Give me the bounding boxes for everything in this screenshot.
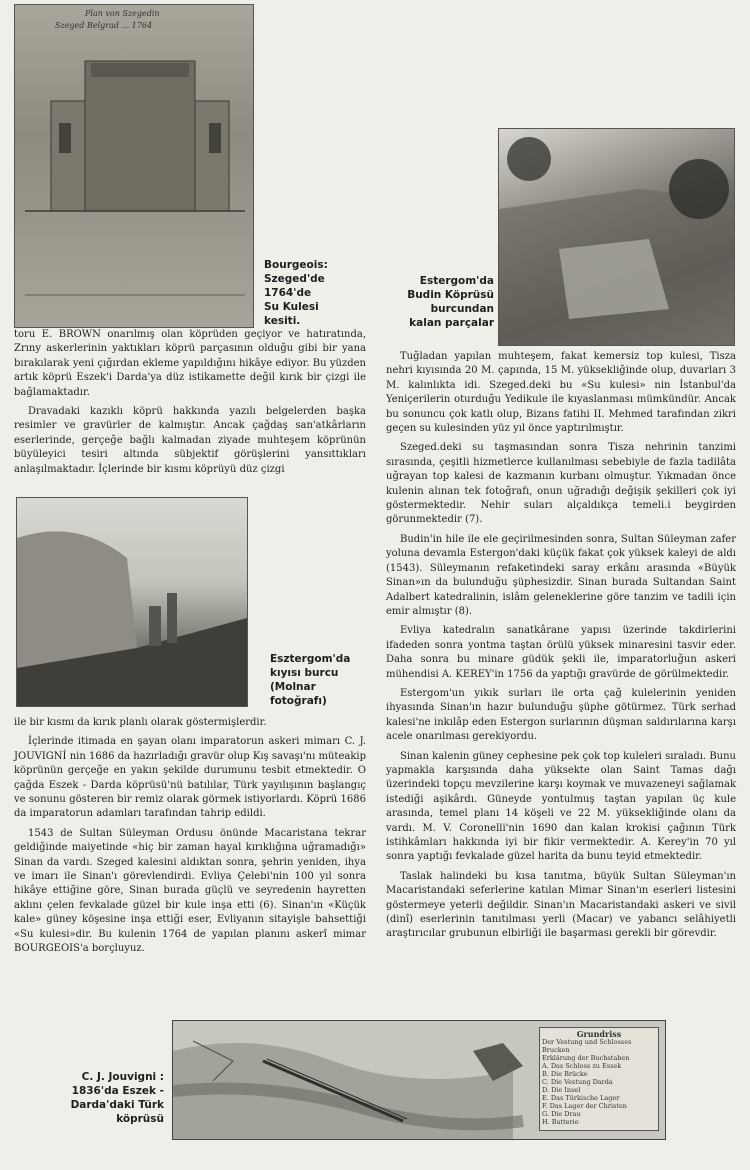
sketch-handwriting-top: Plan von Szegedin — [85, 9, 160, 18]
legend-line: D. Die Insel — [542, 1086, 581, 1094]
legend-line: A. Das Schloss zu Essek — [542, 1062, 622, 1070]
paragraph: Szeged.deki su taşmasından sonra Tisza nehrinin tanzimi sırasında, çeşitli hizmetlerce kullanılması sebebiyle de fazla tadilâta uğrayan top kalesi de kazmanın kurbanı olmuştur. Yıkmadan önce kulenin alınan tek fotoğrafı, onun uğradığı değişik şekilleri çok iyi göstermektedir. Nehir suları alçaldıkça temeli.i beygirden görunmektedir (7). — [386, 442, 736, 526]
paragraph: ile bir kısmı da kırık planlı olarak göstermişlerdir. — [14, 717, 267, 728]
bridge-ruins-shape — [499, 129, 734, 345]
paragraph: Estergom'un yıkık surları ile orta çağ kulelerinin yeniden ihyasında Sinan'ın hazır bulunduğu şüphe götürmez. Türk serhad kalesi'ne inkılâp eden Estergon surlarının düşman saldırılarına karşı acele onarılması gerekiyordu. — [386, 687, 736, 743]
sketch-handwriting-second: Szeged Belgrad ... 1764 — [55, 21, 153, 30]
bastion-shape — [17, 498, 247, 706]
left-column-bottom — [14, 716, 366, 962]
legend-line: H. Batterie — [542, 1118, 579, 1126]
paragraph: İçlerinde itimada en şayan olanı imparatorun askeri mimarı C. J. JOUVIGNİ nin 1686 da hazırladığı gravür olup Kış savaşı'nı müteakip köprünün gerçeğe en yakın şekilde durumunu tesbit etmektedir. O çağda Eszek - Darda köprüsü'nü batılılar, Türk yayılışının başlangıç ve sonunu gösteren bir remiz olarak görmek istiyorlardı. Köprü 1686 da imparatorun adamları tarafından tahrip edildi. — [14, 736, 366, 820]
paragraph: Taslak halindeki bu kısa tanıtma, büyük Sultan Süleyman'ın Macaristandaki seferlerine katılan Mimar Sinan'ın eserleri listesini göstermeye yeterli değildir. Sinan'ın Macaristandaki askeri ve sivil (dinî) eserlerinin tanıtılması yerli (Macar) ve yabancı selâhiyetli araştırıcılar grubunun elbirliği ile başarması gerekli bir görevdir. — [386, 870, 736, 940]
tower-sketch — [15, 5, 253, 327]
caption-budin-bridge: Estergom'da Budin Köprüsü burcundan kalan parçalar — [407, 275, 494, 329]
map-legend — [539, 1027, 659, 1131]
photo-esztergom-bastion — [16, 497, 248, 707]
legend-line: F. Das Lager der Christen — [542, 1102, 627, 1110]
caption-bourgeois: Bourgeois: Szeged'de 1764'de Su Kulesi kesiti. — [264, 259, 328, 327]
paragraph: Budin'in hile ile ele geçirilmesinden sonra, Sultan Süleyman zafer yoluna devamla Estergon'daki küçük fakat çok yüksek kaleyi de aldı (1543). Süleymanın refaketindeki saray erkânı arasında «Büyük Sinan»ın da bulunduğu şüphesizdir. Sinan burada Sultandan Saint Adalbert katedralinin, islâm geleneklerine göre tanzim ve tadili için emir almıştır (8). — [386, 533, 736, 617]
map-legend-title: Grundriss — [576, 1029, 622, 1039]
jouvigni-bridge-map — [172, 1020, 666, 1140]
paragraph: Dravadaki kazıklı köprü hakkında yazılı belgelerden başka resimler ve gravürler de kalmıştır. Ancak çağdaş san'atkârların eserlerinde, gerçeğe bağlı kalmadan ziyade muhteşem köprünün büyüleyici tesiri altında sübjektif görüşlerini yansıttıkları anlaşılmaktadır. İçlerinde bir kısmı köprüyü düz çizgi — [14, 406, 366, 475]
legend-line: B. Die Brücke — [542, 1070, 588, 1078]
paragraph: Tuğladan yapılan muhteşem, fakat kemersiz top kulesi, Tisza nehri kıyısında 20 M. çapında, 15 M. yüksekliğinde olup, duvarları 3 M. kalınlıkta idi. Szeged.deki bu «Su kulesi» nin İstanbul'da Yeniçerilerin oturduğu Yedikule ile kıyaslanması mümkündür. Ancak bu sonuncu çok katlı olup, Bizans fatihi II. Mehmed tarafından zikri geçen su kulesinden yüz yıl önce yaptırılmıştır. — [386, 351, 736, 435]
legend-line: Erklärung der Buchstaben — [542, 1054, 630, 1062]
paragraph: Sinan kalenin güney cephesine pek çok top kuleleri sıraladı. Bunu yapmakla karşısında daha yüksekte olan Saint Tamas dağı üzerindeki topçu mevzilerine karşı koymak ve muvazeneyi sağlamak istediği aşikârdı. Güneyde yontulmuş taştan yapılan üç kule arasında, temel planı 14 köşeli ve 22 M. yüksekliğinde olanı da vardı. M. V. Coronelli'nin 1690 dan kalan krokisi çağının Türk istihkâmları hakkında iyi bir fikir vermektedir. A. Kerey'in 70 yıl sonra yaptığı fevkalade güzel harita da bunu teyid etmektedir. — [386, 750, 736, 863]
right-column — [386, 350, 736, 947]
paragraph: toru E. BROWN onarılmış olan köprüden geçiyor ve hatıratında, Zrıny askerlerinin yaktıkları köprü parçasının olduğu gibi bir yana bırakılarak yeni çığırdan ekleme yapıldığını hikâye ediyor. Bu yüzden artık köprü Eszek'i Darda'ya düz istikamette değil kırık bir çizgi ile bağlamaktadır. — [14, 329, 366, 398]
legend-line: G. Die Drau — [542, 1110, 581, 1118]
left-column-top — [14, 328, 366, 482]
caption-esztergom-bastion: Esztergom'da kıyısı burcu (Molnar fotoğrafı) — [270, 653, 351, 707]
legend-line: Der Vestung und Schlosses Brucken — [542, 1038, 632, 1054]
legend-line: E. Das Türkische Lager — [542, 1094, 620, 1102]
paragraph: Evliya katedralın sanatkârane yapısı üzerinde takdirlerini ifadeden sonra yontma taştan örülü yüksek minaresini tasvir eder. Daha sonra bu minare güdük şekli ile, imparatorluğun askeri mühendisi A. KEREY'in 1756 da yaptığı gravürde de görülmektedir. — [386, 625, 736, 680]
caption-jouvigni: C. J. Jouvigni : 1836'da Eszek - Darda'daki Türk köprüsü — [70, 1071, 164, 1125]
legend-line: C. Die Vestung Darda — [542, 1078, 613, 1086]
photo-budin-bridge-remains — [498, 128, 735, 346]
paragraph: 1543 de Sultan Süleyman Ordusu önünde Macaristana tekrar geldiğinde maiyetinde «hiç bir zaman hayal kırıklığına uğramadığı» Sinan da vardı. Szeged kalesini aldıktan sonra, şehrin yeniden, ihya ve imarı ile Sinan'ı görevlendirdi. Evliya Çelebi'nin 100 yıl sonra hikâye ettiğine göre, Sinan burada güçlü ve seyredenin hayretten aklını çelen fevkalade güzel bir kule inşa etti (6). Sinan'ın «Küçük kale» güney köşesine inşa ettiği eser, Evliyanın sitayişle bahsettiği «Su kulesi»dir. Bu kulenin 1764 de yapılan planını askerî mimar BOURGEOIS'a borçluyuz. — [14, 827, 366, 955]
bourgeois-drawing — [14, 4, 254, 328]
